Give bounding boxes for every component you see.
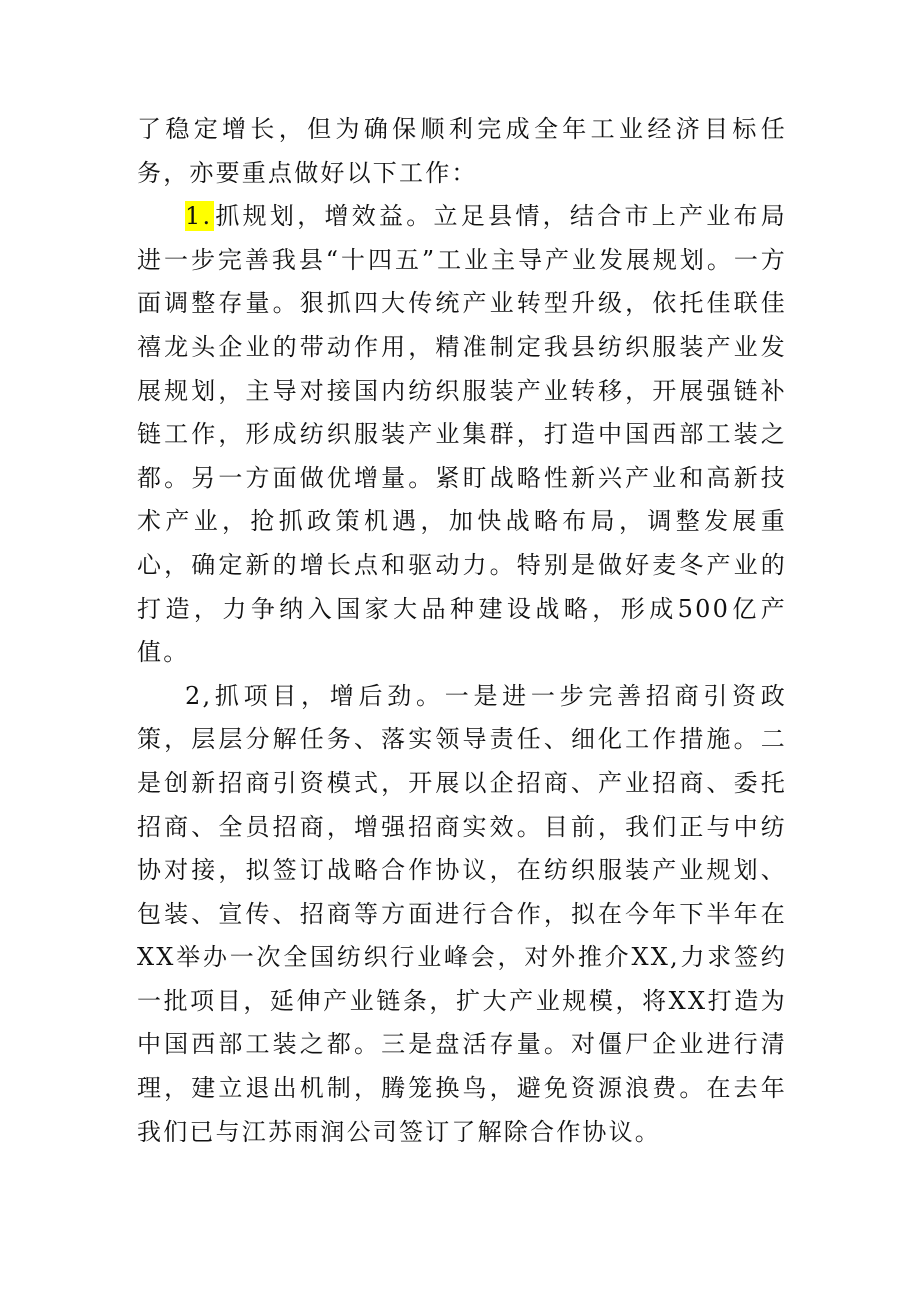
paragraph-continuation [137, 108, 787, 195]
paragraph-item-2 [137, 675, 787, 1155]
paragraph-text: 抓规划，增效益。立足县情，结合市上产业布局进一步完善我县“十四五”工业主导产业发展规划。一方面调整存量。狠抓四大传统产业转型升级，依托佳联佳禧龙头企业的带动作用，精准制定我县纺织服装产业发展规划，主导对接国内纺织服装产业转移，开展强链补链工作，形成纺织服装产业集群，打造中国西部工装之都。另一方面做优增量。紧盯战略性新兴产业和高新技术产业，抢抓政策机遇，加快战略布局，调整发展重心，确定新的增长点和驱动力。特别是做好麦冬产业的打造，力争纳入国家大品种建设战略，形成500亿产值。 [137, 202, 787, 667]
document-body [137, 108, 787, 1154]
paragraph-item-1 [137, 195, 787, 675]
highlighted-item-number: 1. [185, 202, 213, 231]
paragraph-text: 了稳定增长，但为确保顺利完成全年工业经济目标任务，亦要重点做好以下工作： [137, 115, 787, 187]
paragraph-text: 2,抓项目，增后劲。一是进一步完善招商引资政策，层层分解任务、落实领导责任、细化工作措施。二是创新招商引资模式，开展以企招商、产业招商、委托招商、全员招商，增强招商实效。目前，我们正与中纺协对接，拟签订战略合作协议，在纺织服装产业规划、包装、宣传、招商等方面进行合作，拟在今年下半年在XX举办一次全国纺织行业峰会，对外推介XX,力求签约一批项目，延伸产业链条，扩大产业规模，将XX打造为中国西部工装之都。三是盘活存量。对僵尸企业进行清理，建立退出机制，腾笼换鸟，避免资源浪费。在去年我们已与江苏雨润公司签订了解除合作协议。 [137, 681, 787, 1146]
